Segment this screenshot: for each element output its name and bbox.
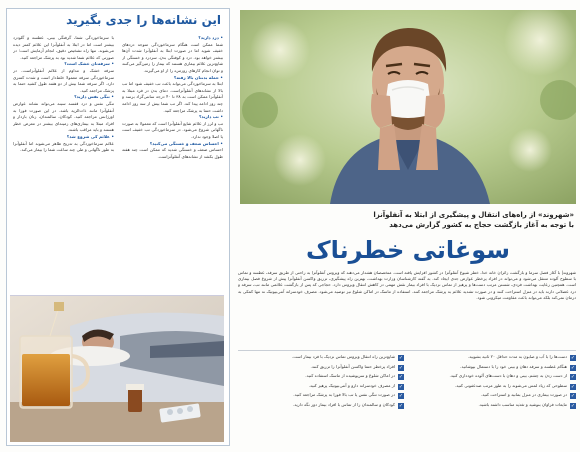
tip-item xyxy=(410,373,576,380)
tip-item xyxy=(238,373,404,380)
sidebar-question: • حمله بدنتان بالا رفته؟ xyxy=(173,74,223,80)
tips-box xyxy=(238,354,576,446)
tip-item xyxy=(410,364,576,371)
sidebar-question: • درد دارید؟ xyxy=(198,35,223,40)
tip-text: در اماکن شلوغ و سرپوشیده از ماسک استفاده کنید. xyxy=(305,373,395,378)
tip-text: سطوحی که زیاد لمس می‌شوند را به طور مرتب ضدعفونی کنید. xyxy=(454,382,567,388)
sidebar-column-left xyxy=(13,35,114,291)
article-headline: سوغاتی خطرناک xyxy=(306,236,510,264)
tip-item xyxy=(238,392,404,399)
sidebar-box xyxy=(6,8,230,446)
subhead-line-1: «شهروند» از راه‌های انتقال و پیشگیری از ابتلا به آنفلوآنزا xyxy=(373,211,574,219)
tip-text: از مصرف خودسرانه دارو و آنتی‌بیوتیک پرهیز کنید. xyxy=(308,382,395,388)
tip-text: کودکان و سالمندان را از تماس با افراد بیمار دور نگه دارید. xyxy=(292,401,395,407)
sidebar-columns xyxy=(13,35,223,291)
tips-column-right xyxy=(410,354,576,446)
tip-item xyxy=(410,392,576,399)
sidebar-paragraph: علائم سرماخوردگی به تدریج ظاهر می‌شوند اما آنفلوآنزا به طور ناگهانی و طی چند ساعت شما را بیمار می‌کند. xyxy=(13,140,114,153)
checkmark-icon: ✓ xyxy=(570,393,576,399)
tip-text: مایعات فراوان بنوشید و تغذیه مناسب داشته باشید. xyxy=(478,401,567,407)
checkmark-icon: ✓ xyxy=(398,402,404,409)
checkmark-icon: ✓ xyxy=(398,355,404,361)
sidebar-question: • تب دارید؟ xyxy=(198,114,223,120)
tips-column-left xyxy=(238,354,404,446)
sidebar-paragraph: ابتلا به سرماخوردگی می‌تواند باعث تب خفیف شود اما تب بالا از نشانه‌های آنفلوآنزاست. دمای بدن در فرد مبتلا به آنفلوآنزا ممکن است به ۳۸ تا ۴۰ درجه سانتی‌گراد برسد و چند روز ادامه پیدا کند. اگر تب شما بیش از سه روز ادامه داشت حتما به پزشک مراجعه کنید. xyxy=(122,81,223,113)
article-body: شهروند| با آغاز فصل سرما و بازگشت زائران خانه خدا، خطر شیوع آنفلوآنزا در کشور افزایش یافته است. متخصصان هشدار می‌دهند که ویروس آنفلوآنزا به راحتی از طریق سرفه، عطسه و تماس با سطوح آلوده منتقل می‌شود و می‌تواند در افراد پرخطر عوارض جدی ایجاد کند. به گفته کارشناسان وزارت بهداشت، بهترین راه پیشگیری، تزریق واکسن آنفلوآنزا پیش از شروع فصل بیماری است. همچنین رعایت بهداشت فردی، شستن مرتب دست‌ها و پرهیز از تماس نزدیک با افراد بیمار نقش مهمی در کاهش انتقال ویروس دارد. حجاجی که پس از بازگشت علائمی مانند تب، سرفه و درد عضلانی دارند باید در منزل استراحت کنند و در صورت تشدید علائم به پزشک مراجعه کنند. استفاده از ماسک در اماکن شلوغ نیز توصیه می‌شود. مصرف خودسرانه آنتی‌بیوتیک نه تنها کمکی به درمان نمی‌کند بلکه می‌تواند باعث مقاومت میکروبی شود. xyxy=(238,270,576,300)
checkmark-icon: ✓ xyxy=(570,364,576,371)
tip-item xyxy=(238,402,404,409)
tip-item xyxy=(410,354,576,361)
sidebar-paragraph: تنگی نفس و درد قفسه سینه می‌تواند نشانه عوارض آنفلوآنزا مانند ذات‌الریه باشد. در این صورت فورا به اورژانس مراجعه کنید. کودکان، سالمندان، زنان باردار و افراد مبتلا به بیماری‌های زمینه‌ای بیشتر در معرض خطر هستند و باید مراقب باشند. xyxy=(13,100,114,133)
checkmark-icon: ✓ xyxy=(398,364,404,371)
checkmark-icon: ✓ xyxy=(570,383,576,390)
man-sneezing-photo xyxy=(240,10,576,204)
tip-text: هنگام عطسه و سرفه دهان و بینی خود را با دستمال بپوشانید. xyxy=(460,363,567,369)
checkmark-icon: ✓ xyxy=(570,402,576,409)
tip-item xyxy=(238,354,404,361)
sidebar-question: • احساس ضعف و خستگی می‌کنید؟ xyxy=(149,140,223,146)
checkmark-icon: ✓ xyxy=(398,374,404,380)
tip-item xyxy=(238,364,404,371)
tip-text: از دست زدن به چشم، بینی و دهان با دست‌های آلوده خودداری کنید. xyxy=(449,373,567,378)
tip-text: شایع‌ترین راه انتقال ویروس تماس نزدیک با فرد بیمار است. xyxy=(291,354,395,359)
checkmark-icon: ✓ xyxy=(398,383,404,390)
sidebar-question: • سرفه‌تان خشک است؟ xyxy=(64,61,114,67)
sidebar-paragraph: احساس ضعف و خستگی شدید که ممکن است چند هفته طول بکشد از نشانه‌های آنفلوآنزاست. xyxy=(122,147,223,159)
sidebar-paragraph: با سرماخوردگی شما، گرفتگی بینی، عطسه و گلودرد بیشتر است اما در ابتلا به آنفلوآنزا این علائم کمتر دیده می‌شوند. تنها راه تشخیص دقیق، انجام آزمایش است؛ در صورتی که علائم شما شدید بود به پزشک مراجعه کنید. xyxy=(13,35,114,60)
subhead-line-2: با توجه به آغاز بازگشت حجاج به کشور گزارش می‌دهد xyxy=(389,221,574,229)
sidebar-question: • علائم کی شروع شد؟ xyxy=(66,133,114,139)
tip-item xyxy=(410,402,576,409)
article-subhead xyxy=(242,210,574,230)
tip-item xyxy=(238,383,404,390)
checkmark-icon: ✓ xyxy=(398,393,404,399)
sidebar-paragraph: شما ممکن است هنگام سرماخوردگی متوجه دردهای خفیف شوید اما در صورت ابتلا به آنفلوآنزا شدت آن‌ها بیشتر خواهد بود. درد و کوفتگی بدن، سردرد و خستگی از شایع‌ترین علائم بیماری هستند که بیمار را زمین‌گیر می‌کنند و توان انجام کارهای روزمره را از او می‌گیرند. xyxy=(122,41,223,73)
sidebar-question: • تنگی نفس دارید؟ xyxy=(74,94,114,100)
sidebar-paragraph: سرفه خشک و مداوم از علائم آنفلوآنزاست. در سرماخوردگی سرفه معمولا خلط‌دار است و شدت کمتری دارد. اگر سرفه شما بیش از دو هفته طول کشید حتما به پزشک مراجعه کنید. xyxy=(13,67,114,93)
checkmark-icon: ✓ xyxy=(570,355,576,361)
sidebar-paragraph: تب و لرز از علائم شایع آنفلوآنزا است که معمولا به صورت ناگهانی شروع می‌شود. در سرماخوردگی تب خفیف است یا اصلا وجود ندارد. xyxy=(122,120,223,139)
checkmark-icon: ✓ xyxy=(570,374,576,380)
sick-person-tea-photo xyxy=(10,295,224,442)
sidebar-column-right xyxy=(122,35,223,291)
tip-text: افراد پرخطر حتما واکسن آنفلوآنزا را تزریق کنند. xyxy=(310,363,395,369)
tip-item xyxy=(410,383,576,390)
divider xyxy=(238,350,576,351)
tip-text: دست‌ها را با آب و صابون به مدت حداقل ۲۰ ثانیه بشویید. xyxy=(467,354,567,359)
sidebar-title: این نشانه‌ها را جدی بگیرید xyxy=(66,13,221,27)
tip-text: در صورت تنگی نفس یا تب بالا فورا به پزشک مراجعه کنید. xyxy=(293,392,395,397)
tip-text: در صورت بیماری در منزل بمانید و استراحت کنید. xyxy=(480,392,567,397)
